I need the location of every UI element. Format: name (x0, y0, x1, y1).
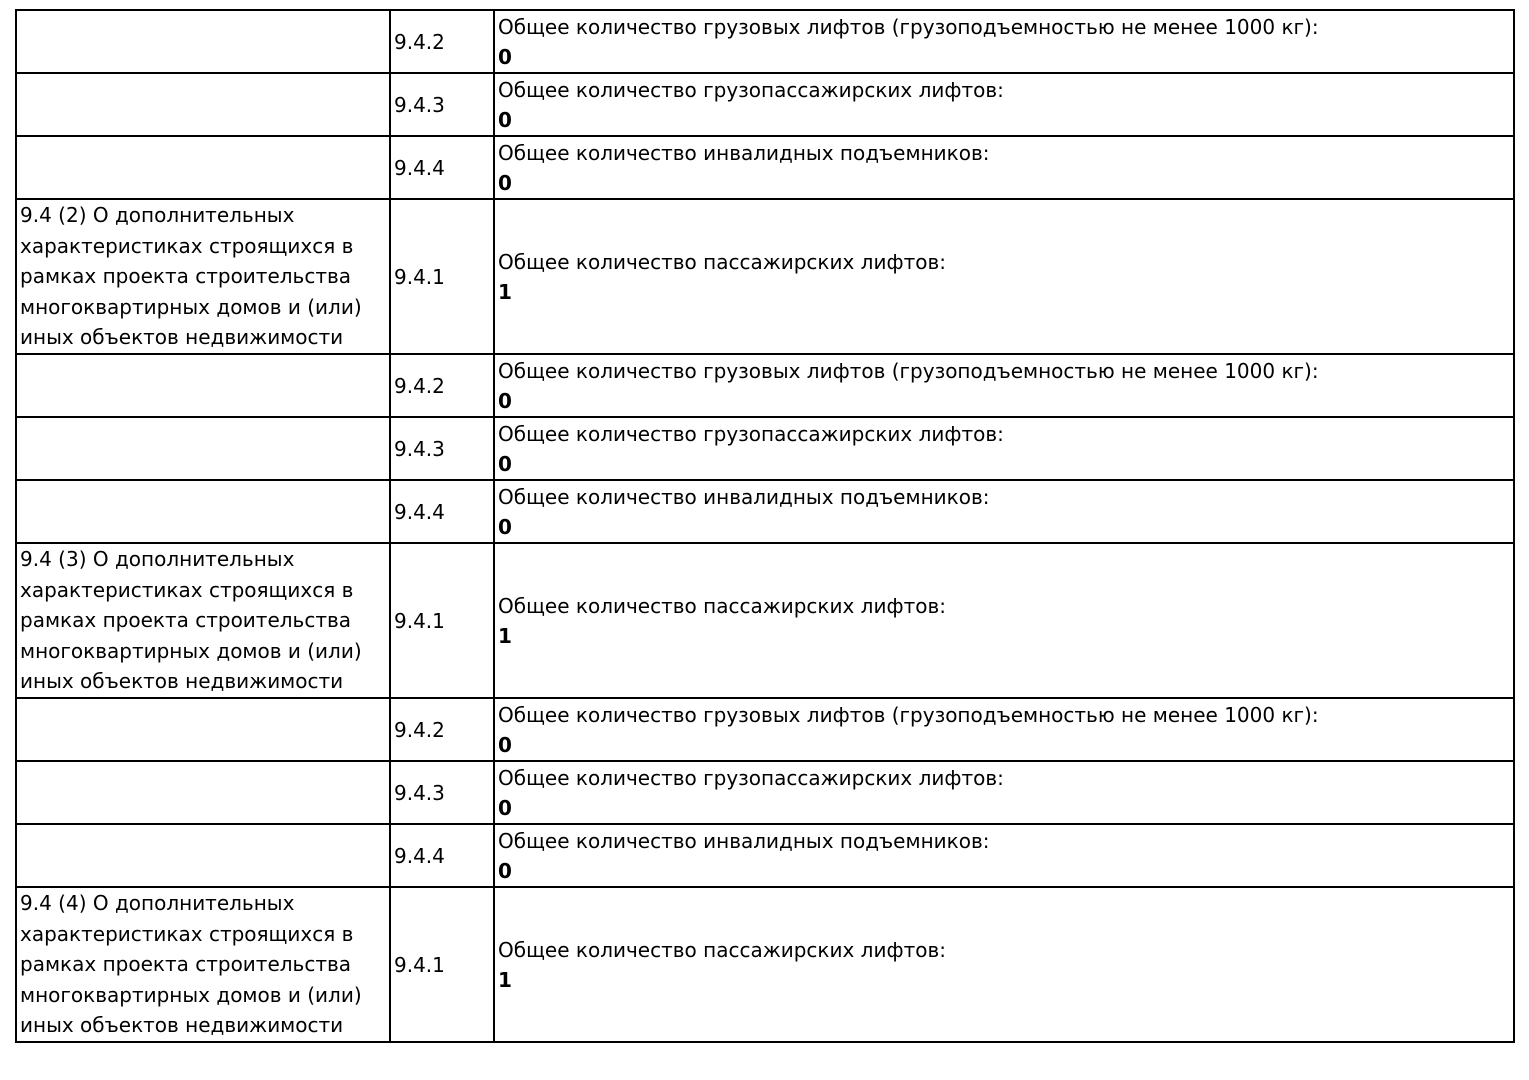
field-value: 0 (498, 388, 512, 413)
field-label: Общее количество инвалидных подъемников: (498, 828, 990, 853)
field-value: 1 (498, 967, 512, 992)
code-cell: 9.4.3 (390, 761, 494, 824)
code-cell: 9.4.4 (390, 824, 494, 887)
field-value: 0 (498, 732, 512, 757)
code-cell: 9.4.2 (390, 10, 494, 73)
table-row (16, 199, 1514, 354)
code-cell: 9.4.3 (390, 73, 494, 136)
field-value: 0 (498, 107, 512, 132)
code-cell: 9.4.4 (390, 136, 494, 199)
table-row (16, 354, 1514, 417)
content-cell (494, 480, 1514, 543)
code-cell: 9.4.3 (390, 417, 494, 480)
code-cell: 9.4.4 (390, 480, 494, 543)
section-cell (16, 698, 390, 761)
code-cell: 9.4.2 (390, 698, 494, 761)
section-cell (16, 480, 390, 543)
field-label: Общее количество инвалидных подъемников: (498, 140, 990, 165)
content-cell (494, 887, 1514, 1042)
section-cell (16, 761, 390, 824)
content-cell (494, 761, 1514, 824)
section-title: 9.4 (2) О дополнительных характеристиках строящихся в рамках проекта строительства многоквартирных домов и (или) иных объектов недвижимости (20, 203, 362, 350)
table-row (16, 136, 1514, 199)
field-label: Общее количество грузопассажирских лифтов: (498, 421, 1004, 446)
section-title: 9.4 (4) О дополнительных характеристиках строящихся в рамках проекта строительства многоквартирных домов и (или) иных объектов недвижимости (20, 891, 362, 1038)
field-value: 0 (498, 170, 512, 195)
content-cell (494, 73, 1514, 136)
field-value: 0 (498, 795, 512, 820)
field-label: Общее количество грузопассажирских лифтов: (498, 765, 1004, 790)
content-cell (494, 698, 1514, 761)
characteristics-table (15, 9, 1515, 1043)
field-value: 0 (498, 858, 512, 883)
field-value: 1 (498, 279, 512, 304)
content-cell (494, 824, 1514, 887)
content-cell (494, 354, 1514, 417)
table-row (16, 73, 1514, 136)
field-label: Общее количество инвалидных подъемников: (498, 484, 990, 509)
table-row (16, 887, 1514, 1042)
field-value: 0 (498, 451, 512, 476)
section-cell (16, 824, 390, 887)
content-cell (494, 417, 1514, 480)
content-cell (494, 543, 1514, 698)
field-label: Общее количество грузопассажирских лифтов: (498, 77, 1004, 102)
table-row (16, 417, 1514, 480)
field-label: Общее количество грузовых лифтов (грузоподъемностью не менее 1000 кг): (498, 358, 1319, 383)
section-cell (16, 73, 390, 136)
table-row (16, 824, 1514, 887)
field-value: 0 (498, 514, 512, 539)
table-row (16, 761, 1514, 824)
field-label: Общее количество пассажирских лифтов: (498, 249, 946, 274)
section-cell (16, 543, 390, 698)
content-cell (494, 199, 1514, 354)
table-row (16, 698, 1514, 761)
field-value: 0 (498, 44, 512, 69)
section-cell (16, 136, 390, 199)
section-cell (16, 10, 390, 73)
code-cell: 9.4.2 (390, 354, 494, 417)
field-value: 1 (498, 623, 512, 648)
section-cell (16, 199, 390, 354)
section-title: 9.4 (3) О дополнительных характеристиках строящихся в рамках проекта строительства многоквартирных домов и (или) иных объектов недвижимости (20, 547, 362, 694)
table-row (16, 480, 1514, 543)
section-cell (16, 417, 390, 480)
field-label: Общее количество грузовых лифтов (грузоподъемностью не менее 1000 кг): (498, 14, 1319, 39)
field-label: Общее количество пассажирских лифтов: (498, 937, 946, 962)
section-cell (16, 887, 390, 1042)
code-cell: 9.4.1 (390, 887, 494, 1042)
table-row (16, 543, 1514, 698)
content-cell (494, 136, 1514, 199)
field-label: Общее количество грузовых лифтов (грузоподъемностью не менее 1000 кг): (498, 702, 1319, 727)
table-row (16, 10, 1514, 73)
code-cell: 9.4.1 (390, 199, 494, 354)
content-cell (494, 10, 1514, 73)
section-cell (16, 354, 390, 417)
field-label: Общее количество пассажирских лифтов: (498, 593, 946, 618)
code-cell: 9.4.1 (390, 543, 494, 698)
